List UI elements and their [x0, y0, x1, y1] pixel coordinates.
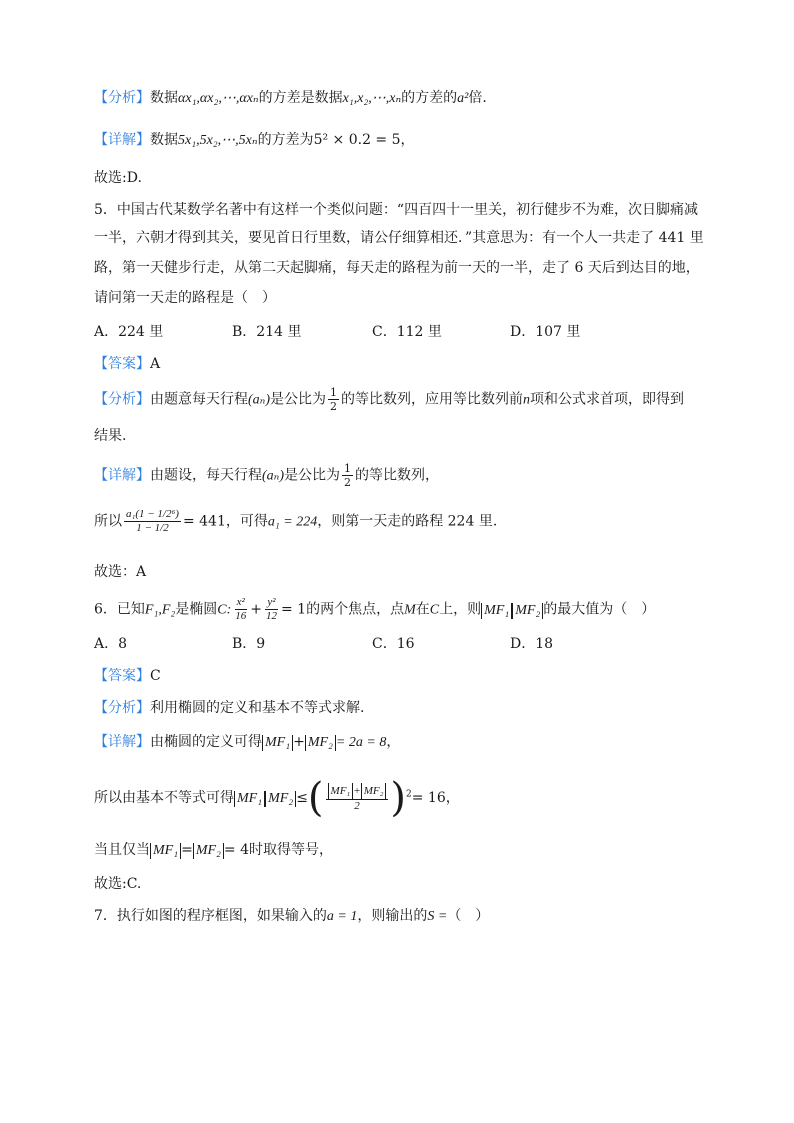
q6-detail: 【详解】由椭圆的定义可得 MF₁ + MF₂ = 2a = 8， — [94, 734, 401, 750]
q6-analysis: 【分析】利用椭圆的定义和基本不等式求解. — [94, 700, 365, 716]
q5-stem-line3: 路，第一天健步行走，从第二天起脚痛，每天走的路程为前一天的一半，走了 6 天后到达目的地， — [94, 260, 700, 276]
q5-option-c: C．112 里 — [372, 324, 442, 340]
q5-stem-line1: 5．中国古代某数学名著中有这样一个类似问题：“四百四十一里关，初行健步不为难，次日脚痛减 — [94, 202, 699, 218]
q5-answer: 【答案】A — [94, 356, 161, 372]
ellipse-y-fraction: $\frac{\text{y²}}{12}$ — [266, 596, 277, 622]
q6-stem: 6．已知F₁,F₂是椭圆C: $\frac{\text{x²}}{16}$ + $\frac{\text{y²}}{12}$ = 1的两个焦点，点M在C上，则 MF₁ MF₂ 的最大值为（ ） — [94, 596, 656, 622]
q6-option-c: C．16 — [372, 636, 415, 652]
q4-analysis: 【分析】数据αx₁,αx₂,⋯,αxₙ的方差是数据x₁,x₂,⋯,xₙ的方差的a²倍. — [94, 90, 487, 106]
q5-stem-line2: 一半，六朝才得到其关，要见首日行里数，请公仔细算相还．”其意思为：有一个人一共走了 441 里 — [94, 230, 704, 246]
q5-analysis: 【分析】由题意每天行程(aₙ)是公比为 $\frac{1}{2}$ 的等比数列，应用等比数列前n项和公式求首项，即得到 — [94, 386, 684, 413]
detail-tag: 【详解】 — [94, 132, 150, 148]
sum-fraction: $\frac{\text{a₁(1 − 1/2⁶)}}{1 - 1/2}$ — [126, 508, 179, 534]
q4-choose: 故选:D. — [94, 170, 142, 186]
q5-option-b: B．214 里 — [232, 324, 302, 340]
analysis-tag: 【分析】 — [94, 90, 150, 106]
fraction-half: $\frac{1}{2}$ — [330, 386, 337, 413]
q5-stem-line4: 请问第一天走的路程是（ ） — [94, 290, 276, 306]
q6-answer: 【答案】C — [94, 668, 161, 684]
q6-option-d: D．18 — [510, 636, 554, 652]
q5-choose: 故选：A — [94, 564, 147, 580]
q5-analysis-line2: 结果. — [94, 428, 127, 444]
q7-stem: 7．执行如图的程序框图，如果输入的a = 1，则输出的S =（ ） — [94, 908, 490, 924]
q5-detail-sum: 所以 $\frac{\text{a₁(1 − 1/2⁶)}}{1 - 1/2}$ = 441，可得a₁ = 224，则第一天走的路程 224 里. — [94, 508, 498, 534]
q5-option-d: D．107 里 — [510, 324, 581, 340]
q6-choose: 故选:C. — [94, 876, 142, 892]
q5-option-a: A．224 里 — [94, 324, 164, 340]
fraction-half: $\frac{1}{2}$ — [344, 462, 351, 489]
q6-option-a: A．8 — [94, 636, 128, 652]
q4-detail: 【详解】数据5x₁,5x₂,⋯,5xₙ的方差为5² × 0.2 = 5， — [94, 132, 415, 148]
mean-fraction: $\frac{\text{MF₁ + MF₂}}{2}$ — [326, 783, 389, 813]
ellipse-x-fraction: $\frac{\text{x²}}{16}$ — [235, 596, 247, 622]
q6-option-b: B．9 — [232, 636, 266, 652]
q5-detail: 【详解】由题设，每天行程(aₙ)是公比为 $\frac{1}{2}$ 的等比数列， — [94, 462, 439, 489]
q6-equality: 当且仅当 MF₁ = MF₂ = 4时取得等号， — [94, 842, 334, 858]
q6-inequality: 所以由基本不等式可得 MF₁ MF₂ ≤( $\frac{\text{MF₁ + MF₂}}{2}$ )$^2$= 16， — [94, 775, 460, 821]
